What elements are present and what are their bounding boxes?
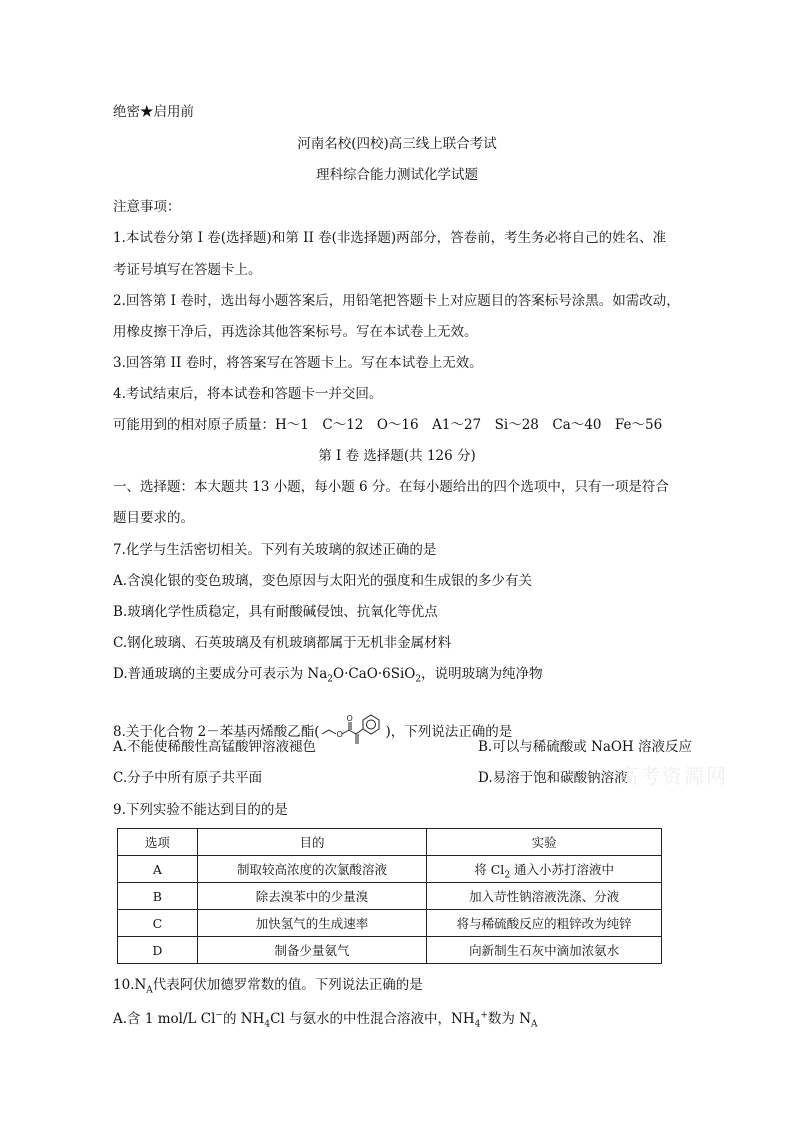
table-cell-experiment [427, 856, 662, 883]
watermark: 高考资源网 [618, 764, 728, 788]
table-cell-option: C [118, 910, 198, 937]
q8-options-row-1 [113, 738, 692, 756]
section-1-title: 第 I 卷 选择题(共 126 分) [318, 448, 476, 464]
q10-stem [113, 976, 423, 994]
table-cell-purpose: 加快氢气的生成速率 [197, 910, 427, 937]
q7-option-d [113, 665, 543, 683]
column-header-option: 选项 [118, 829, 198, 856]
table-cell-purpose: 制取较高浓度的次氯酸溶液 [197, 856, 427, 883]
table-row [118, 856, 662, 883]
q7-option-a: A.含溴化银的变色玻璃，变色原因与太阳光的强度和生成银的多少有关 [113, 573, 533, 589]
table-cell-experiment: 将与稀硫酸反应的粗锌改为纯锌 [427, 910, 662, 937]
q8-options-row-2 [113, 769, 628, 787]
q10-a-sup-1: − [215, 1010, 223, 1021]
q10-a-sub-3: A [531, 1019, 538, 1030]
exp-sub: 2 [504, 870, 511, 881]
exp-text-post: 通入小苏打溶液中 [510, 862, 615, 877]
note-2-line-1: 2.回答第 I 卷时，选出每小题答案后，用铅笔把答题卡上对应题目的答案标号涂黑。如需改动， [113, 293, 680, 309]
q7-d-sub-2: 2 [415, 674, 422, 685]
table-row [118, 883, 662, 910]
table-header-row [118, 829, 662, 856]
q10-a-mid-2: Cl 与氨水的中性混合溶液中，NH [270, 1011, 475, 1027]
exam-subtitle: 理科综合能力测试化学试题 [316, 167, 478, 183]
q7-option-b: B.玻璃化学性质稳定，具有耐酸碱侵蚀、抗氧化等优点 [113, 604, 438, 620]
note-2-line-2: 用橡皮擦干净后，再选涂其他答案标号。写在本试卷上无效。 [113, 324, 478, 340]
table-row [118, 910, 662, 937]
table-cell-experiment: 向新制生石灰中滴加浓氨水 [427, 937, 662, 964]
notes-heading: 注意事项： [113, 199, 181, 215]
q10-a-mid-1: 的 NH [222, 1011, 265, 1027]
q10-stem-sub: A [146, 985, 153, 996]
table-cell-purpose: 除去溴苯中的少量溴 [197, 883, 427, 910]
q7-d-text-post: ，说明玻璃为纯净物 [421, 666, 543, 682]
secrecy-label: 绝密★启用前 [113, 104, 194, 120]
table-cell-purpose: 制备少量氨气 [197, 937, 427, 964]
section-1-instructions-line-1: 一、选择题：本大题共 13 小题，每小题 6 分。在每小题给出的四个选项中，只有一项是符合 [113, 479, 669, 495]
exam-title: 河南名校(四校)高三线上联合考试 [297, 136, 497, 152]
table-cell-option: D [118, 937, 198, 964]
q7-d-sub-1: 2 [327, 674, 334, 685]
svg-text:O: O [346, 714, 353, 723]
q9-stem: 9.下列实验不能达到目的的是 [113, 802, 288, 818]
q10-stem-pre: 10.N [113, 977, 147, 993]
atomic-mass-list: 可能用到的相对原子质量：H～1 C～12 O～16 A1～27 Si～28 Ca～40 Fe～56 [113, 417, 663, 433]
q7-option-c: C.钢化玻璃、石英玻璃及有机玻璃都属于无机非金属材料 [113, 635, 452, 651]
q8-stem-pre: 8.关于化合物 2－苯基丙烯酸乙酯( [113, 724, 320, 740]
q7-d-text-mid: O·CaO·6SiO [333, 666, 416, 682]
q10-a-mid-3: 数为 N [487, 1011, 532, 1027]
note-1-line-1: 1.本试卷分第 I 卷(选择题)和第 II 卷(非选择题)两部分，答卷前，考生务必将自己的姓名、准 [113, 230, 667, 246]
table-cell-option: A [118, 856, 198, 883]
table-row [118, 937, 662, 964]
svg-text:O: O [336, 730, 343, 739]
column-header-experiment: 实验 [427, 829, 662, 856]
q8-option-d: D.易溶于饱和碳酸钠溶液 [478, 770, 628, 786]
q10-a-sup-2: + [480, 1010, 488, 1021]
exp-text-pre: 将 Cl [474, 862, 505, 877]
table-cell-experiment: 加入苛性钠溶液洗涤、分液 [427, 883, 662, 910]
q10-a-sub-2: 4 [474, 1019, 481, 1030]
note-4: 4.考试结束后，将本试卷和答题卡一并交回。 [113, 386, 383, 402]
table-cell-option: B [118, 883, 198, 910]
q10-a-pre: A.含 1 mol/L Cl [113, 1011, 216, 1027]
ethyl-2-phenylacrylate-structure-icon [320, 712, 386, 748]
q8-option-a: A.不能使稀酸性高锰酸钾溶液褪色 [113, 739, 317, 755]
q7-d-text-pre: D.普通玻璃的主要成分可表示为 Na [113, 666, 328, 682]
q8-option-c: C.分子中所有原子共平面 [113, 770, 263, 786]
q8-option-b: B.可以与稀硫酸或 NaOH 溶液反应 [478, 739, 692, 755]
note-1-line-2: 考证号填写在答题卡上。 [113, 262, 262, 278]
q8-stem-post: )，下列说法正确的是 [385, 724, 513, 740]
section-1-instructions-line-2: 题目要求的。 [113, 510, 194, 526]
q10-a-sub-1: 4 [264, 1019, 271, 1030]
q7-stem: 7.化学与生活密切相关。下列有关玻璃的叙述正确的是 [113, 542, 437, 558]
note-3: 3.回答第 II 卷时，将答案写在答题卡上。写在本试卷上无效。 [113, 355, 483, 371]
column-header-purpose: 目的 [197, 829, 427, 856]
q9-experiment-table [117, 828, 662, 964]
q10-stem-post: 代表阿伏加德罗常数的值。下列说法正确的是 [152, 977, 423, 993]
q10-option-a [113, 1010, 538, 1028]
